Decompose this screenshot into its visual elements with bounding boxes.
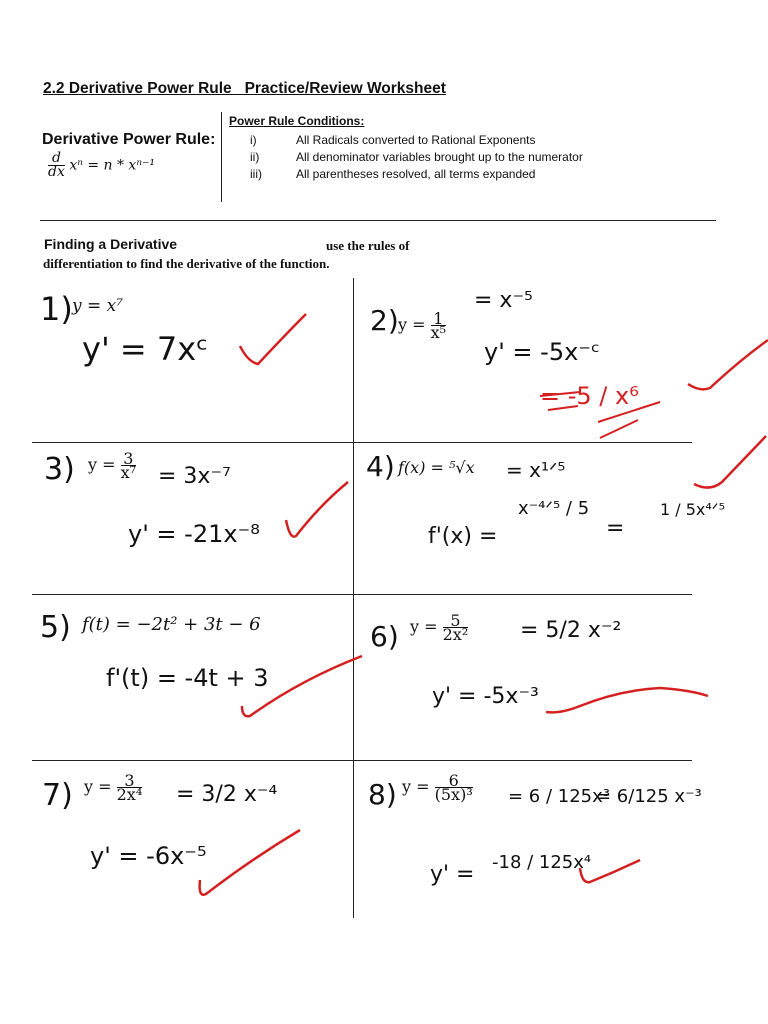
condition-item: iii) All parentheses resolved, all terms expanded — [250, 167, 536, 181]
problem-number: 5) — [40, 610, 71, 645]
student-step: x⁻⁴ᐟ⁵ / 5 — [518, 498, 590, 519]
problem-statement: y = $\frac{6}{\text{(5x)³}}$ — [402, 771, 473, 804]
student-work: f'(t) = -4t + 3 — [106, 664, 269, 692]
student-work: f'(x) = — [428, 524, 498, 549]
problem-number: 3) — [44, 452, 75, 487]
problem-number: 2) — [370, 304, 399, 337]
problem-statement: f(x) = ⁵√x — [398, 458, 475, 477]
instructions-heading: Finding a Derivative — [44, 236, 178, 252]
condition-item: ii) All denominator variables brought up to the numerator — [250, 150, 583, 164]
header-rule — [40, 220, 716, 221]
student-work: y' = -5x⁻³ — [432, 684, 539, 709]
student-work: y' = -5x⁻ᶜ — [484, 338, 600, 366]
problem-number: 8) — [368, 778, 397, 811]
student-step: = x⁻⁵ — [474, 288, 533, 313]
student-step: = x¹ᐟ⁵ — [506, 458, 566, 482]
student-step: = — [606, 516, 625, 541]
grid-row-line — [32, 760, 692, 761]
problem-statement: f(t) = −2t² + 3t − 6 — [82, 614, 261, 635]
student-work: y' = 7xᶜ — [82, 330, 209, 368]
check-mark — [688, 340, 768, 389]
student-step: = 3x⁻⁷ — [158, 464, 231, 489]
student-step: -18 / 125x⁴ — [492, 852, 592, 873]
check-mark — [200, 830, 300, 895]
student-step: 1 / 5x⁴ᐟ⁵ — [660, 500, 725, 519]
condition-item: i) All Radicals converted to Rational Exponents — [250, 133, 536, 147]
student-work: y' = -6x⁻⁵ — [90, 842, 207, 870]
power-rule-label: Derivative Power Rule: — [42, 131, 216, 148]
problem-statement: y = $\frac{1}{\text{x⁵}}$ — [398, 309, 447, 342]
grid-row-line — [32, 594, 692, 595]
derivative-operator: $\frac{d}{dx}$ — [48, 150, 65, 180]
student-work: y' = — [430, 862, 475, 887]
instructions-line2: differentiation to find the derivative of the function. — [43, 256, 330, 271]
worksheet-title: 2.2 Derivative Power Rule Practice/Review Worksheet — [43, 80, 446, 97]
problem-number: 6) — [370, 620, 399, 653]
student-step: = 6/125 x⁻³ — [596, 786, 702, 807]
conditions-title: Power Rule Conditions: — [229, 114, 365, 128]
check-mark — [546, 688, 708, 712]
grader-correction: = -5 / x⁶ — [540, 382, 639, 410]
check-mark — [694, 436, 766, 488]
check-mark — [286, 482, 348, 537]
student-step: = 3/2 x⁻⁴ — [176, 782, 278, 807]
problem-statement: y = x⁷ — [72, 296, 124, 316]
grid-row-line — [32, 442, 692, 443]
student-step: = 6 / 125x³ — [508, 786, 610, 807]
student-work: y' = -21x⁻⁸ — [128, 520, 260, 548]
student-step: = 5/2 x⁻² — [520, 618, 622, 643]
header-divider — [221, 112, 222, 202]
problem-statement: y = $\frac{3}{\text{2x⁴}}$ — [84, 771, 143, 804]
power-rule-formula — [48, 152, 155, 179]
problem-statement: y = $\frac{5}{\text{2x²}}$ — [410, 611, 469, 644]
formula-body: xⁿ = n * xⁿ⁻¹ — [69, 157, 156, 174]
problem-statement: y = $\frac{3}{\text{x⁷}}$ — [88, 449, 137, 482]
problem-number: 7) — [42, 778, 73, 813]
grid-vertical-line — [353, 278, 354, 918]
check-mark — [240, 314, 306, 364]
problem-number: 1) — [40, 290, 73, 328]
problem-number: 4) — [366, 450, 395, 483]
instructions-right: use the rules of — [326, 238, 410, 253]
